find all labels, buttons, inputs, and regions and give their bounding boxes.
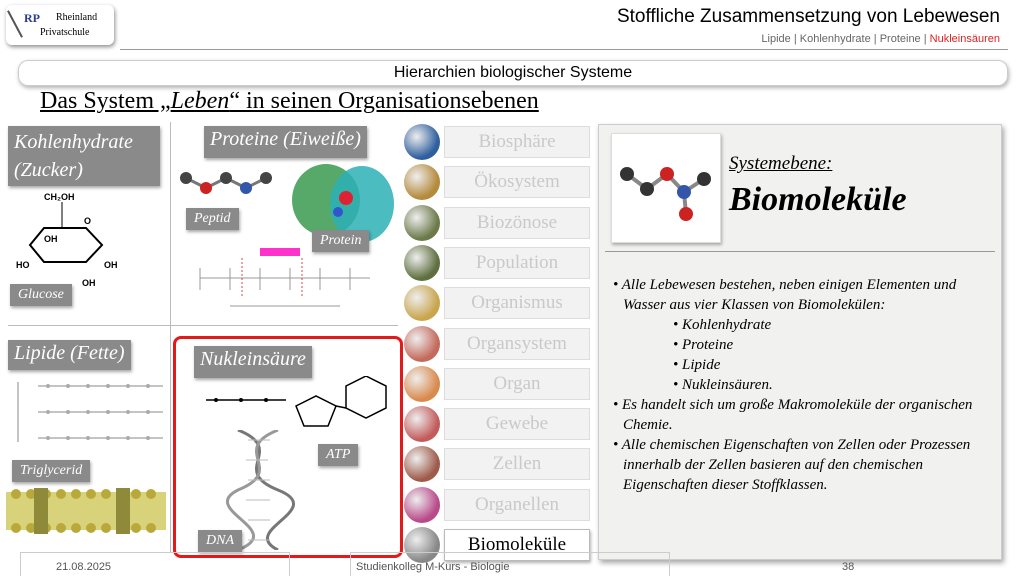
- footer-course: Studienkolleg M-Kurs - Biologie: [356, 561, 510, 573]
- lipide-title: Lipide (Fette): [8, 340, 131, 370]
- svg-text:HO: HO: [16, 260, 30, 270]
- main-heading: Das System „Leben“ in seinen Organisationsebenen: [40, 88, 539, 114]
- cells-icon: [404, 446, 440, 482]
- savanna-icon: [404, 164, 440, 200]
- svg-text:OH: OH: [44, 234, 58, 244]
- biomolecule-ball-stick-icon: [612, 134, 720, 242]
- svg-text:CH₂OH: CH₂OH: [44, 192, 75, 202]
- level-button[interactable]: Biozönose: [444, 207, 590, 239]
- grid-divider-vertical: [170, 122, 171, 552]
- zebra-herd-icon: [404, 245, 440, 281]
- level-button[interactable]: Biomoleküle: [444, 529, 590, 561]
- level-button[interactable]: Population: [444, 247, 590, 279]
- peptide-chain-diagram-icon: [190, 248, 380, 310]
- peptide-molecule-icon: [176, 158, 276, 208]
- level-2[interactable]: [404, 164, 592, 200]
- bullet-item: • Es handelt sich um große Makromoleküle der organischen Chemie.: [613, 397, 973, 433]
- footer: [0, 558, 1024, 576]
- organisation-levels: [404, 124, 592, 560]
- level-5[interactable]: [404, 285, 592, 321]
- system-level-value: Biomoleküle: [729, 181, 907, 218]
- level-6[interactable]: [404, 326, 592, 362]
- level-9[interactable]: [404, 446, 592, 482]
- level-4[interactable]: [404, 245, 592, 281]
- level-button[interactable]: Zellen: [444, 448, 590, 480]
- level-10[interactable]: [404, 487, 592, 523]
- organ-system-icon: [404, 326, 440, 362]
- system-level-panel: [598, 124, 1002, 560]
- nukleinsaeure-title: Nukleinsäure: [194, 346, 312, 378]
- svg-text:OH: OH: [104, 260, 118, 270]
- intestine-icon: [404, 366, 440, 402]
- biomolecule-bullets: [609, 275, 997, 495]
- level-3[interactable]: [404, 205, 592, 241]
- level-button[interactable]: Organismus: [444, 287, 590, 319]
- panel-divider: [605, 251, 995, 252]
- zebra-icon: [404, 285, 440, 321]
- svg-text:OH: OH: [82, 278, 96, 288]
- subtitle-bar: Hierarchien biologischer Systeme: [18, 60, 1008, 86]
- level-8[interactable]: [404, 406, 592, 442]
- earth-icon: [404, 124, 440, 160]
- slide-title: Stoffliche Zusammensetzung von Lebewesen: [616, 6, 1000, 27]
- lipid-bilayer-icon: [6, 486, 166, 536]
- level-button[interactable]: Organellen: [444, 489, 590, 521]
- crumb-lipide[interactable]: Lipide: [761, 33, 791, 45]
- crumb-nukleinsaeuren[interactable]: Nukleinsäuren: [929, 33, 1000, 45]
- level-7[interactable]: [404, 366, 592, 402]
- peptid-label: Peptid: [186, 208, 239, 230]
- level-button[interactable]: Gewebe: [444, 408, 590, 440]
- proteine-title: Proteine (Eiweiße): [204, 126, 367, 158]
- class-item: • Lipide: [673, 357, 721, 373]
- zebras-icon: [404, 205, 440, 241]
- footer-date: 21.08.2025: [56, 561, 112, 573]
- triglycerid-label: Triglycerid: [12, 460, 90, 482]
- svg-text:O: O: [84, 216, 92, 226]
- logo-line2: Privatschule: [40, 27, 90, 38]
- page-number: 38: [842, 561, 855, 573]
- level-button[interactable]: Organ: [444, 368, 590, 400]
- topic-breadcrumb: Lipide | Kohlenhydrate | Proteine | Nukleinsäuren: [761, 33, 1000, 45]
- logo-slash-icon: [7, 10, 23, 37]
- dna-label: DNA: [198, 530, 242, 552]
- level-button[interactable]: Ökosystem: [444, 166, 590, 198]
- glucose-label: Glucose: [10, 284, 72, 306]
- atp-label: ATP: [318, 444, 358, 466]
- class-item: • Nukleinsäuren.: [673, 377, 773, 393]
- protein-label: Protein: [312, 230, 369, 252]
- crumb-proteine[interactable]: Proteine: [879, 33, 921, 45]
- biomolecule-image: [611, 133, 721, 243]
- school-logo: [6, 5, 114, 45]
- tissue-icon: [404, 406, 440, 442]
- grid-divider-horizontal: [8, 325, 398, 326]
- bullet-item: • Alle chemischen Eigenschaften von Zellen oder Prozessen innerhalb der Zellen basieren auf den chemischen Eigenschaften dieser Stoffklassen.: [613, 437, 971, 493]
- level-button[interactable]: Biosphäre: [444, 126, 590, 158]
- kohlenhydrate-title: Kohlenhydrate (Zucker): [8, 126, 160, 186]
- level-1[interactable]: [404, 124, 592, 160]
- logo-abbr: RP: [24, 11, 40, 25]
- class-item: • Kohlenhydrate: [673, 317, 772, 333]
- logo-line1: Rheinland: [56, 12, 98, 23]
- class-item: • Proteine: [673, 337, 734, 353]
- header-divider: [120, 49, 1008, 50]
- glucose-structure-icon: [14, 190, 134, 290]
- mitochondrion-icon: [404, 487, 440, 523]
- level-button[interactable]: Organsystem: [444, 328, 590, 360]
- triglyceride-structure-icon: [8, 372, 168, 452]
- system-level-label: Systemebene:: [729, 153, 833, 174]
- bullet-item: • Alle Lebewesen bestehen, neben einigen Elementen und Wasser aus vier Klassen von Biomolekülen:: [613, 277, 957, 313]
- crumb-kohlenhydrate[interactable]: Kohlenhydrate: [799, 33, 871, 45]
